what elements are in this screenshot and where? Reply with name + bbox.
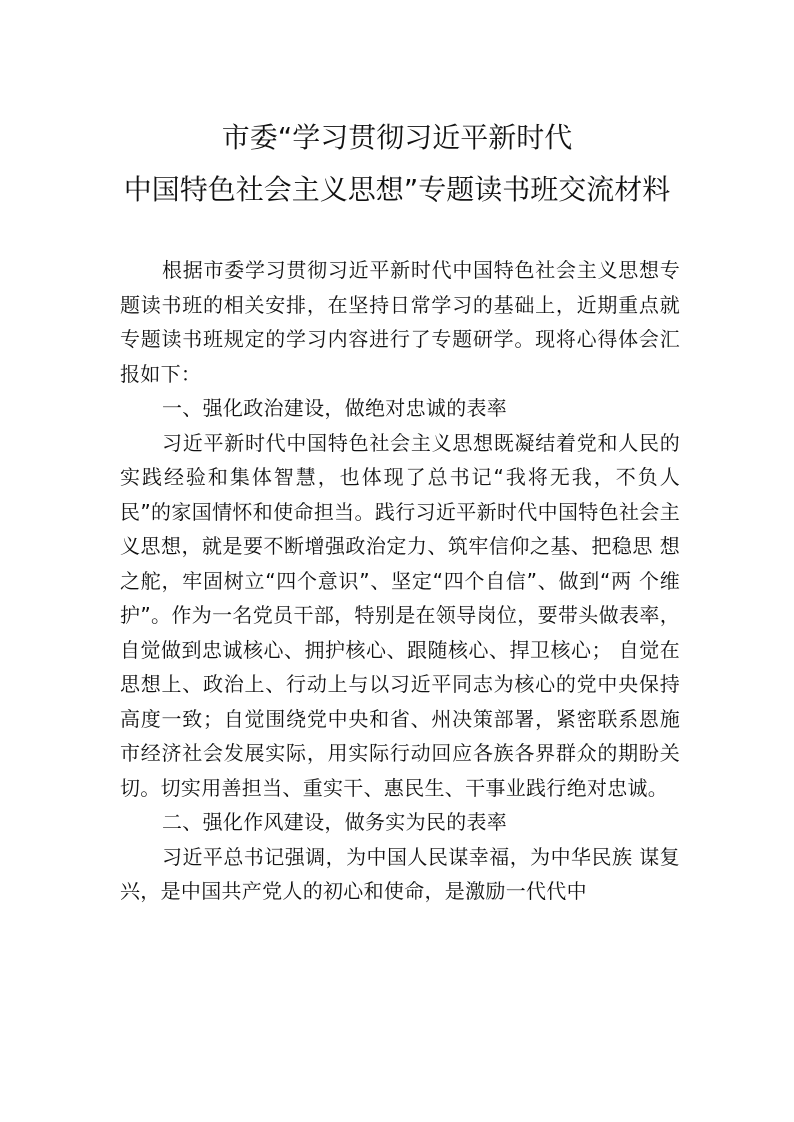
section-2-heading: 二、强化作风建设，做务实为民的表率	[162, 810, 508, 834]
intro-paragraph: 根据市委学习贯彻习近平新时代中国特色社会主义思想专题读书班的相关安排，在坚持日常学习的基础上，近期重点就专题读书班规定的学习内容进行了专题研学。现将心得体会汇报如下：	[120, 258, 680, 386]
title-line-1: 市委“学习贯彻习近平新时代	[221, 121, 573, 154]
document-body	[120, 253, 680, 909]
section-2-paragraph: 习近平总书记强调，为中国人民谋幸福，为中华民族 谋复兴，是中国共产党人的初心和使命，是激励一代代中	[120, 844, 680, 903]
title-line-2: 中国特色社会主义思想”专题读书班交流材料	[123, 173, 671, 206]
section-1-paragraph: 习近平新时代中国特色社会主义思想既凝结着党和人民的实践经验和集体智慧，也体现了总书记“我将无我，不负人 民”的家国情怀和使命担当。践行习近平新时代中国特色社会主义思想，就是要不断增强政治定力、筑牢信仰之基、把稳思 想之舵，牢固树立“四个意识”、坚定“四个自信”、做到“两 个维护”。作为一名党员干部，特别是在领导岗位，要带头做表率，自觉做到忠诚核心、拥护核心、跟随核心、捍卫核心； 自觉在思想上、政治上、行动上与以习近平同志为核心的党中央保持高度一致；自觉围绕党中央和省、州决策部署，紧密联系恩施市经济社会发展实际，用实际行动回应各族各界群众的期盼关切。切实用善担当、重实干、惠民生、干事业践行绝对忠诚。	[120, 430, 680, 800]
document-title	[100, 112, 694, 216]
section-1-heading: 一、强化政治建设，做绝对忠诚的表率	[162, 396, 508, 420]
